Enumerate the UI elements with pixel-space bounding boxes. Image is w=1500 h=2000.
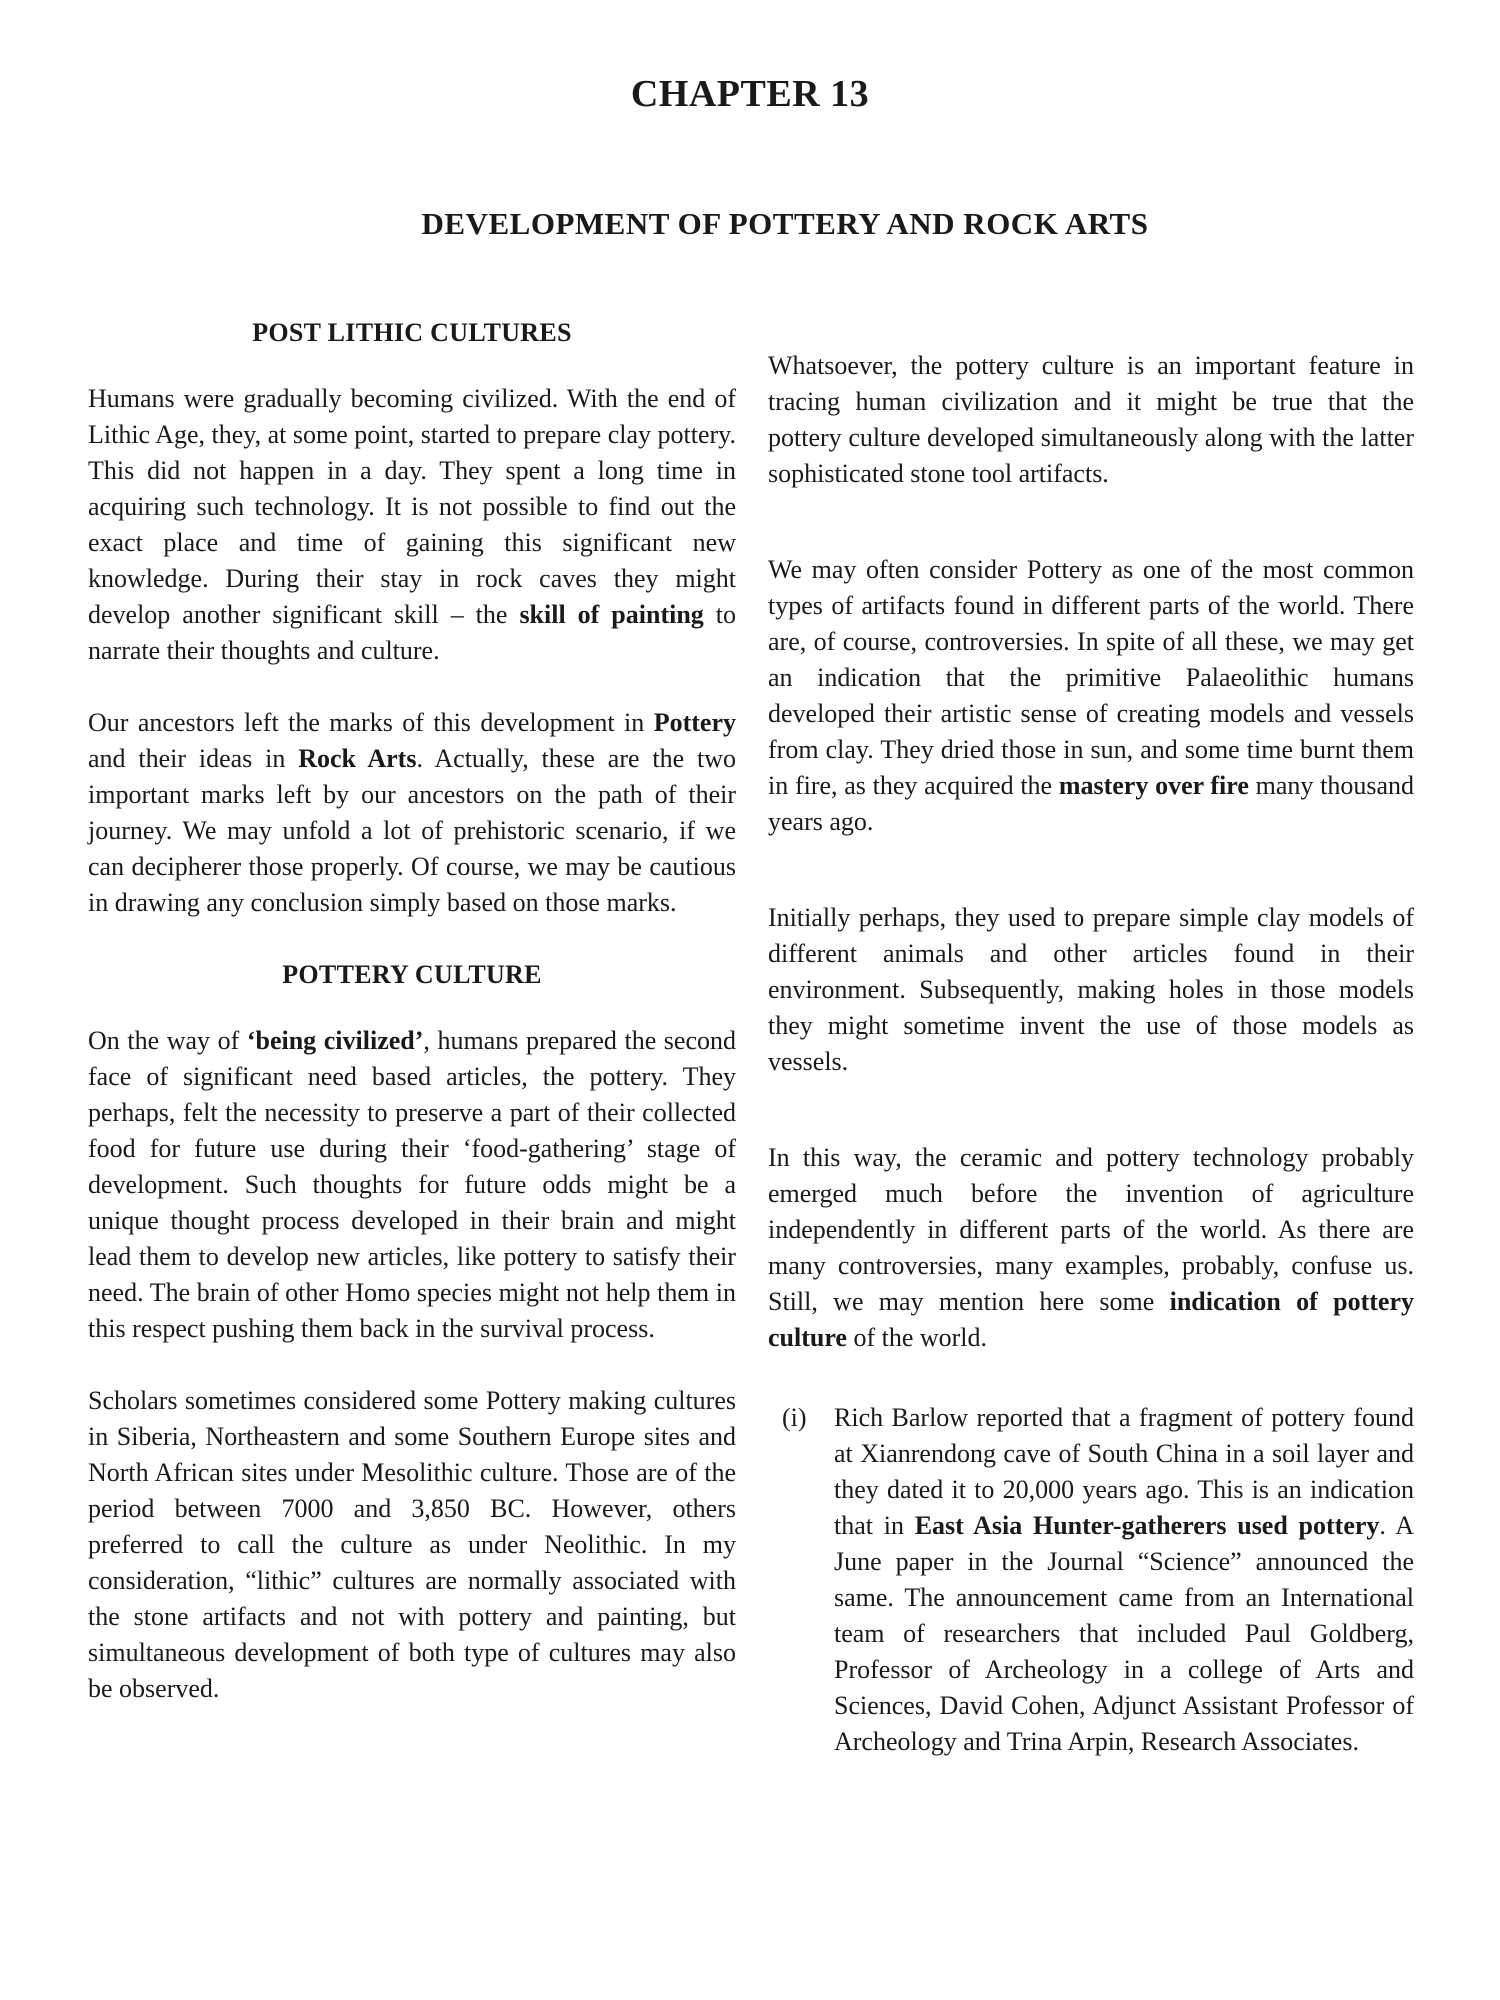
paragraph: Humans were gradually becoming civilized. With the end of Lithic Age, they, at some point, started to prepare clay pottery. This did not happen in a day. They spent a long time in acquiring such technology. It is not possible to find out the exact place and time of gaining this significant new knowledge. During their stay in rock caves they might develop another significant skill – the skill of painting to narrate their thoughts and culture.	[88, 384, 736, 665]
paragraph: We may often consider Pottery as one of the most common types of artifacts found in different parts of the world. There are, of course, controversies. In spite of all these, we may get an indication that the primitive Palaeolithic humans developed their artistic sense of creating models and vessels from clay. They dried those in sun, and some time burnt them in fire, as they acquired the mastery over fire many thousand years ago.	[768, 555, 1414, 836]
chapter-number: CHAPTER 13	[630, 73, 870, 115]
paragraph: Scholars sometimes considered some Pottery making cultures in Siberia, Northeastern and some Southern Europe sites and North African sites under Mesolithic culture. Those are of the period between 7000 and 3,850 BC. However, others preferred to call the culture as under Neolithic. In my consideration, “lithic” cultures are normally associated with the stone artifacts and not with pottery and painting, but simultaneous development of both type of cultures may also be observed.	[88, 1386, 736, 1703]
paragraph: Initially perhaps, they used to prepare simple clay models of different animals and other articles found in their environment. Subsequently, making holes in those models they might sometime invent the use of those models as vessels.	[768, 903, 1414, 1076]
list-text: Rich Barlow reported that a fragment of pottery found at Xianrendong cave of South China in a soil layer and they dated it to 20,000 years ago. This is an indication that in East Asia Hunter-gatherers used pottery. A June paper in the Journal “Science” announced the same. The announcement came from an International team of researchers that included Paul Goldberg, Professor of Archeology in a college of Arts and Sciences, David Cohen, Adjunct Assistant Professor of Archeology and Trina Arpin, Research Associates.	[834, 1403, 1414, 1756]
right-column	[768, 348, 1414, 1760]
list-number: (i)	[782, 1403, 807, 1432]
left-column	[88, 315, 736, 1743]
chapter-title: DEVELOPMENT OF POTTERY AND ROCK ARTS	[421, 206, 1149, 241]
paragraph: Whatsoever, the pottery culture is an important feature in tracing human civilization and it might be true that the pottery culture developed simultaneously along with the latter sophisticated stone tool artifacts.	[768, 351, 1414, 488]
section-heading-post-lithic: POST LITHIC CULTURES	[252, 318, 572, 347]
section-heading-pottery-culture: POTTERY CULTURE	[282, 960, 542, 989]
paragraph: In this way, the ceramic and pottery technology probably emerged much before the invention of agriculture independently in different parts of the world. As there are many controversies, many examples, probably, confuse us. Still, we may mention here some indication of pottery culture of the world.	[768, 1143, 1415, 1352]
list-item	[768, 1400, 1414, 1760]
paragraph: On the way of ‘being civilized’, humans prepared the second face of significant need based articles, the pottery. They perhaps, felt the necessity to preserve a part of their collected food for future use during their ‘food-gathering’ stage of development. Such thoughts for future odds might be a unique thought process developed in their brain and might lead them to develop new articles, like pottery to satisfy their need. The brain of other Homo species might not help them in this respect pushing them back in the survival process.	[88, 1026, 737, 1343]
paragraph: Our ancestors left the marks of this development in Pottery and their ideas in Rock Arts. Actually, these are the two important marks left by our ancestors on the path of their journey. We may unfold a lot of prehistoric scenario, if we can decipherer those properly. Of course, we may be cautious in drawing any conclusion simply based on those marks.	[88, 708, 736, 917]
